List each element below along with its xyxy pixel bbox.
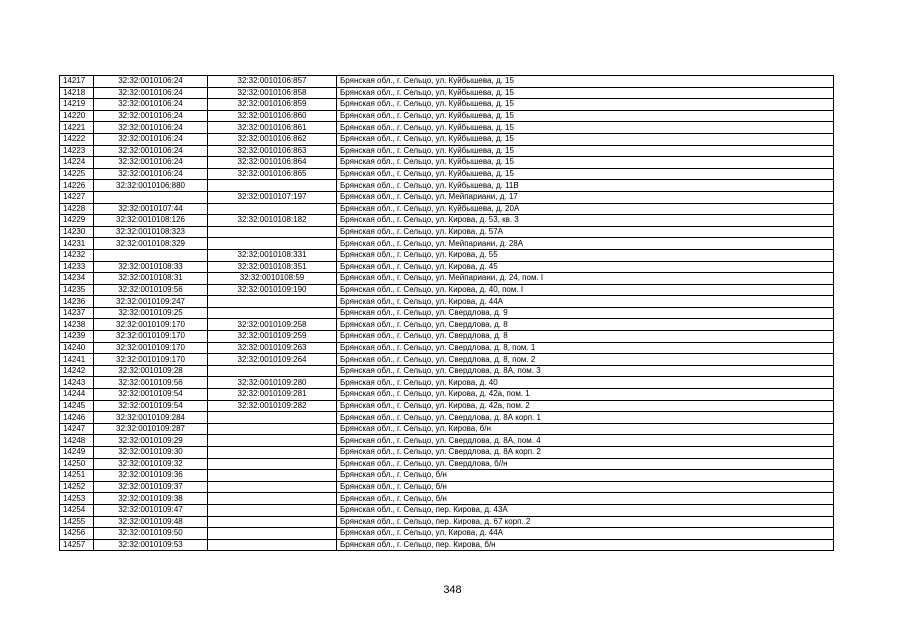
table-row (60, 110, 834, 122)
cadastral-block-cell: 32:32:0010106:24 (94, 122, 208, 134)
table-row (60, 157, 834, 169)
cadastral-object-cell: 32:32:0010106:860 (208, 110, 337, 122)
cadastral-block-cell: 32:32:0010109:170 (94, 331, 208, 343)
table-row (60, 389, 834, 401)
row-number-cell: 14242 (60, 365, 94, 377)
table-row (60, 447, 834, 459)
cadastral-block-cell: 32:32:0010109:56 (94, 377, 208, 389)
address-cell: Брянская обл., г. Сельцо, ул. Кирова, д. 44А (337, 528, 834, 540)
row-number-cell: 14221 (60, 122, 94, 134)
cadastral-block-cell: 32:32:0010106:24 (94, 168, 208, 180)
row-number-cell: 14244 (60, 389, 94, 401)
cadastral-object-cell: 32:32:0010107:197 (208, 191, 337, 203)
address-cell: Брянская обл., г. Сельцо, б/н (337, 493, 834, 505)
cadastral-object-cell (208, 493, 337, 505)
row-number-cell: 14241 (60, 354, 94, 366)
cadastral-block-cell: 32:32:0010106:24 (94, 157, 208, 169)
cadastral-object-cell: 32:32:0010109:282 (208, 400, 337, 412)
table-row (60, 99, 834, 111)
cadastral-block-cell: 32:32:0010106:24 (94, 110, 208, 122)
table-row (60, 122, 834, 134)
table-row (60, 191, 834, 203)
row-number-cell: 14255 (60, 516, 94, 528)
table-row (60, 249, 834, 261)
address-cell: Брянская обл., г. Сельцо, ул. Свердлова, б//н (337, 458, 834, 470)
row-number-cell: 14225 (60, 168, 94, 180)
address-cell: Брянская обл., г. Сельцо, ул. Свердлова, д. 8, пом. 2 (337, 354, 834, 366)
cadastral-block-cell: 32:32:0010109:247 (94, 296, 208, 308)
address-cell: Брянская обл., г. Сельцо, ул. Кирова, д. 42а, пом. 1 (337, 389, 834, 401)
address-cell: Брянская обл., г. Сельцо, пер. Кирова, б/н (337, 539, 834, 551)
row-number-cell: 14247 (60, 423, 94, 435)
cadastral-object-cell: 32:32:0010106:862 (208, 133, 337, 145)
cadastral-block-cell: 32:32:0010108:33 (94, 261, 208, 273)
row-number-cell: 14224 (60, 157, 94, 169)
table-row (60, 539, 834, 551)
table-row (60, 423, 834, 435)
row-number-cell: 14240 (60, 342, 94, 354)
address-cell: Брянская обл., г. Сельцо, пер. Кирова, д. 43А (337, 504, 834, 516)
cadastral-object-cell: 32:32:0010108:351 (208, 261, 337, 273)
row-number-cell: 14234 (60, 273, 94, 285)
cadastral-object-cell (208, 447, 337, 459)
row-number-cell: 14233 (60, 261, 94, 273)
address-cell: Брянская обл., г. Сельцо, ул. Куйбышева, д. 15 (337, 110, 834, 122)
address-cell: Брянская обл., г. Сельцо, ул. Свердлова, д. 8 (337, 331, 834, 343)
cadastral-block-cell: 32:32:0010108:31 (94, 273, 208, 285)
row-number-cell: 14237 (60, 307, 94, 319)
address-cell: Брянская обл., г. Сельцо, ул. Свердлова, д. 8А корп. 1 (337, 412, 834, 424)
cadastral-block-cell: 32:32:0010107:44 (94, 203, 208, 215)
row-number-cell: 14231 (60, 238, 94, 250)
cadastral-block-cell: 32:32:0010109:170 (94, 354, 208, 366)
cadastral-object-cell (208, 365, 337, 377)
row-number-cell: 14220 (60, 110, 94, 122)
address-cell: Брянская обл., г. Сельцо, ул. Куйбышева, д. 15 (337, 87, 834, 99)
cadastral-object-cell: 32:32:0010106:865 (208, 168, 337, 180)
row-number-cell: 14229 (60, 215, 94, 227)
cadastral-object-cell: 32:32:0010109:263 (208, 342, 337, 354)
address-cell: Брянская обл., г. Сельцо, ул. Кирова, д. 44А (337, 296, 834, 308)
cadastral-block-cell: 32:32:0010109:29 (94, 435, 208, 447)
cadastral-object-cell: 32:32:0010109:264 (208, 354, 337, 366)
row-number-cell: 14222 (60, 133, 94, 145)
address-cell: Брянская обл., г. Сельцо, б/н (337, 470, 834, 482)
address-cell: Брянская обл., г. Сельцо, ул. Кирова, д. 55 (337, 249, 834, 261)
table-row (60, 273, 834, 285)
address-cell: Брянская обл., г. Сельцо, ул. Кирова, д. 45 (337, 261, 834, 273)
row-number-cell: 14238 (60, 319, 94, 331)
cadastral-object-cell (208, 504, 337, 516)
cadastral-object-cell: 32:32:0010109:258 (208, 319, 337, 331)
table-row (60, 307, 834, 319)
cadastral-block-cell: 32:32:0010109:48 (94, 516, 208, 528)
row-number-cell: 14223 (60, 145, 94, 157)
row-number-cell: 14236 (60, 296, 94, 308)
address-cell: Брянская обл., г. Сельцо, ул. Куйбышева, д. 15 (337, 133, 834, 145)
cadastral-block-cell: 32:32:0010109:54 (94, 400, 208, 412)
table-row (60, 400, 834, 412)
row-number-cell: 14248 (60, 435, 94, 447)
address-cell: Брянская обл., г. Сельцо, ул. Кирова, д. 57А (337, 226, 834, 238)
row-number-cell: 14232 (60, 249, 94, 261)
address-cell: Брянская обл., г. Сельцо, ул. Куйбышева, д. 15 (337, 99, 834, 111)
address-cell: Брянская обл., г. Сельцо, ул. Свердлова, д. 8 (337, 319, 834, 331)
cadastral-object-cell (208, 516, 337, 528)
cadastral-object-cell (208, 180, 337, 192)
address-cell: Брянская обл., г. Сельцо, ул. Свердлова, д. 8А, пом. 3 (337, 365, 834, 377)
cadastral-object-cell (208, 412, 337, 424)
cadastral-object-cell (208, 296, 337, 308)
address-cell: Брянская обл., г. Сельцо, ул. Куйбышева, д. 15 (337, 168, 834, 180)
table-row (60, 226, 834, 238)
table-row (60, 458, 834, 470)
cadastral-block-cell: 32:32:0010109:38 (94, 493, 208, 505)
cadastral-object-cell: 32:32:0010109:190 (208, 284, 337, 296)
table-row (60, 354, 834, 366)
row-number-cell: 14249 (60, 447, 94, 459)
cadastral-block-cell: 32:32:0010109:30 (94, 447, 208, 459)
row-number-cell: 14217 (60, 76, 94, 88)
row-number-cell: 14219 (60, 99, 94, 111)
row-number-cell: 14245 (60, 400, 94, 412)
row-number-cell: 14246 (60, 412, 94, 424)
row-number-cell: 14250 (60, 458, 94, 470)
table-row (60, 365, 834, 377)
row-number-cell: 14257 (60, 539, 94, 551)
cadastral-object-cell: 32:32:0010109:280 (208, 377, 337, 389)
address-cell: Брянская обл., г. Сельцо, ул. Куйбышева, д. 15 (337, 122, 834, 134)
cadastral-object-cell (208, 481, 337, 493)
table-row (60, 168, 834, 180)
cadastral-object-cell (208, 435, 337, 447)
cadastral-block-cell: 32:32:0010109:287 (94, 423, 208, 435)
cadastral-object-cell (208, 470, 337, 482)
address-cell: Брянская обл., г. Сельцо, ул. Куйбышева, д. 11В (337, 180, 834, 192)
cadastral-block-cell: 32:32:0010106:24 (94, 76, 208, 88)
cadastral-block-cell: 32:32:0010109:32 (94, 458, 208, 470)
cadastral-block-cell: 32:32:0010106:24 (94, 99, 208, 111)
row-number-cell: 14218 (60, 87, 94, 99)
address-cell: Брянская обл., г. Сельцо, ул. Куйбышева, д. 15 (337, 157, 834, 169)
cadastral-object-cell (208, 539, 337, 551)
table-row (60, 528, 834, 540)
address-cell: Брянская обл., г. Сельцо, ул. Свердлова, д. 8, пом. 1 (337, 342, 834, 354)
table-row (60, 180, 834, 192)
row-number-cell: 14253 (60, 493, 94, 505)
table-row (60, 493, 834, 505)
address-cell: Брянская обл., г. Сельцо, ул. Мейпариани, д. 28А (337, 238, 834, 250)
cadastral-block-cell: 32:32:0010109:54 (94, 389, 208, 401)
cadastral-block-cell: 32:32:0010109:50 (94, 528, 208, 540)
address-cell: Брянская обл., г. Сельцо, ул. Свердлова, д. 9 (337, 307, 834, 319)
table-row (60, 215, 834, 227)
table-row (60, 481, 834, 493)
cadastral-object-cell (208, 528, 337, 540)
table-row (60, 261, 834, 273)
cadastral-object-cell: 32:32:0010108:182 (208, 215, 337, 227)
address-cell: Брянская обл., г. Сельцо, ул. Кирова, д. 40 (337, 377, 834, 389)
cadastral-object-cell (208, 458, 337, 470)
address-cell: Брянская обл., г. Сельцо, ул. Кирова, д. 42а, пом. 2 (337, 400, 834, 412)
cadastral-object-cell: 32:32:0010106:863 (208, 145, 337, 157)
cadastral-block-cell: 32:32:0010109:170 (94, 319, 208, 331)
table-row (60, 203, 834, 215)
address-cell: Брянская обл., г. Сельцо, ул. Свердлова, д. 8А корп. 2 (337, 447, 834, 459)
cadastral-object-cell: 32:32:0010108:331 (208, 249, 337, 261)
address-cell: Брянская обл., г. Сельцо, ул. Куйбышева, д. 15 (337, 76, 834, 88)
table-row (60, 319, 834, 331)
row-number-cell: 14227 (60, 191, 94, 203)
cadastral-block-cell: 32:32:0010109:37 (94, 481, 208, 493)
address-cell: Брянская обл., г. Сельцо, ул. Кирова, б/н (337, 423, 834, 435)
address-cell: Брянская обл., г. Сельцо, пер. Кирова, д. 67 корп. 2 (337, 516, 834, 528)
row-number-cell: 14256 (60, 528, 94, 540)
table-row (60, 296, 834, 308)
address-cell: Брянская обл., г. Сельцо, ул. Куйбышева, д. 15 (337, 145, 834, 157)
cadastral-block-cell: 32:32:0010109:53 (94, 539, 208, 551)
table-row (60, 516, 834, 528)
cadastral-object-cell (208, 203, 337, 215)
table-row (60, 412, 834, 424)
table-row (60, 87, 834, 99)
cadastral-object-cell (208, 307, 337, 319)
cadastral-block-cell: 32:32:0010109:36 (94, 470, 208, 482)
cadastral-block-cell: 32:32:0010106:880 (94, 180, 208, 192)
address-cell: Брянская обл., г. Сельцо, ул. Кирова, д. 53, кв. 3 (337, 215, 834, 227)
cadastral-object-cell: 32:32:0010109:281 (208, 389, 337, 401)
table-row (60, 145, 834, 157)
cadastral-block-cell: 32:32:0010109:25 (94, 307, 208, 319)
cadastral-table (59, 75, 834, 551)
table-row (60, 284, 834, 296)
table-body (60, 76, 834, 551)
cadastral-object-cell: 32:32:0010109:259 (208, 331, 337, 343)
table-row (60, 133, 834, 145)
table-row (60, 238, 834, 250)
cadastral-object-cell (208, 423, 337, 435)
table-row (60, 342, 834, 354)
row-number-cell: 14228 (60, 203, 94, 215)
cadastral-object-cell (208, 226, 337, 238)
cadastral-block-cell: 32:32:0010108:323 (94, 226, 208, 238)
row-number-cell: 14230 (60, 226, 94, 238)
address-cell: Брянская обл., г. Сельцо, ул. Мейпариани, д. 17 (337, 191, 834, 203)
row-number-cell: 14239 (60, 331, 94, 343)
address-cell: Брянская обл., г. Сельцо, ул. Кирова, д. 40, пом. I (337, 284, 834, 296)
table-row (60, 76, 834, 88)
cadastral-block-cell: 32:32:0010108:126 (94, 215, 208, 227)
cadastral-block-cell (94, 249, 208, 261)
cadastral-object-cell: 32:32:0010106:861 (208, 122, 337, 134)
cadastral-block-cell: 32:32:0010109:170 (94, 342, 208, 354)
cadastral-block-cell: 32:32:0010109:56 (94, 284, 208, 296)
address-cell: Брянская обл., г. Сельцо, ул. Куйбышева, д. 20А (337, 203, 834, 215)
cadastral-object-cell: 32:32:0010106:859 (208, 99, 337, 111)
cadastral-block-cell: 32:32:0010109:284 (94, 412, 208, 424)
row-number-cell: 14252 (60, 481, 94, 493)
table-row (60, 435, 834, 447)
table-row (60, 504, 834, 516)
row-number-cell: 14251 (60, 470, 94, 482)
cadastral-object-cell: 32:32:0010106:864 (208, 157, 337, 169)
cadastral-object-cell: 32:32:0010106:858 (208, 87, 337, 99)
cadastral-object-cell (208, 238, 337, 250)
table-row (60, 331, 834, 343)
cadastral-block-cell: 32:32:0010109:28 (94, 365, 208, 377)
row-number-cell: 14235 (60, 284, 94, 296)
cadastral-block-cell: 32:32:0010109:47 (94, 504, 208, 516)
row-number-cell: 14243 (60, 377, 94, 389)
cadastral-block-cell (94, 191, 208, 203)
table-row (60, 470, 834, 482)
cadastral-block-cell: 32:32:0010106:24 (94, 133, 208, 145)
cadastral-block-cell: 32:32:0010106:24 (94, 145, 208, 157)
cadastral-object-cell: 32:32:0010106:857 (208, 76, 337, 88)
cadastral-block-cell: 32:32:0010106:24 (94, 87, 208, 99)
cadastral-object-cell: 32:32:0010108:59 (208, 273, 337, 285)
page-number: 348 (443, 584, 462, 596)
row-number-cell: 14254 (60, 504, 94, 516)
table-row (60, 377, 834, 389)
cadastral-block-cell: 32:32:0010108:329 (94, 238, 208, 250)
address-cell: Брянская обл., г. Сельцо, ул. Свердлова, д. 8А, пом. 4 (337, 435, 834, 447)
address-cell: Брянская обл., г. Сельцо, б/н (337, 481, 834, 493)
address-cell: Брянская обл., г. Сельцо, ул. Мейпариани, д. 24, пом. I (337, 273, 834, 285)
row-number-cell: 14226 (60, 180, 94, 192)
